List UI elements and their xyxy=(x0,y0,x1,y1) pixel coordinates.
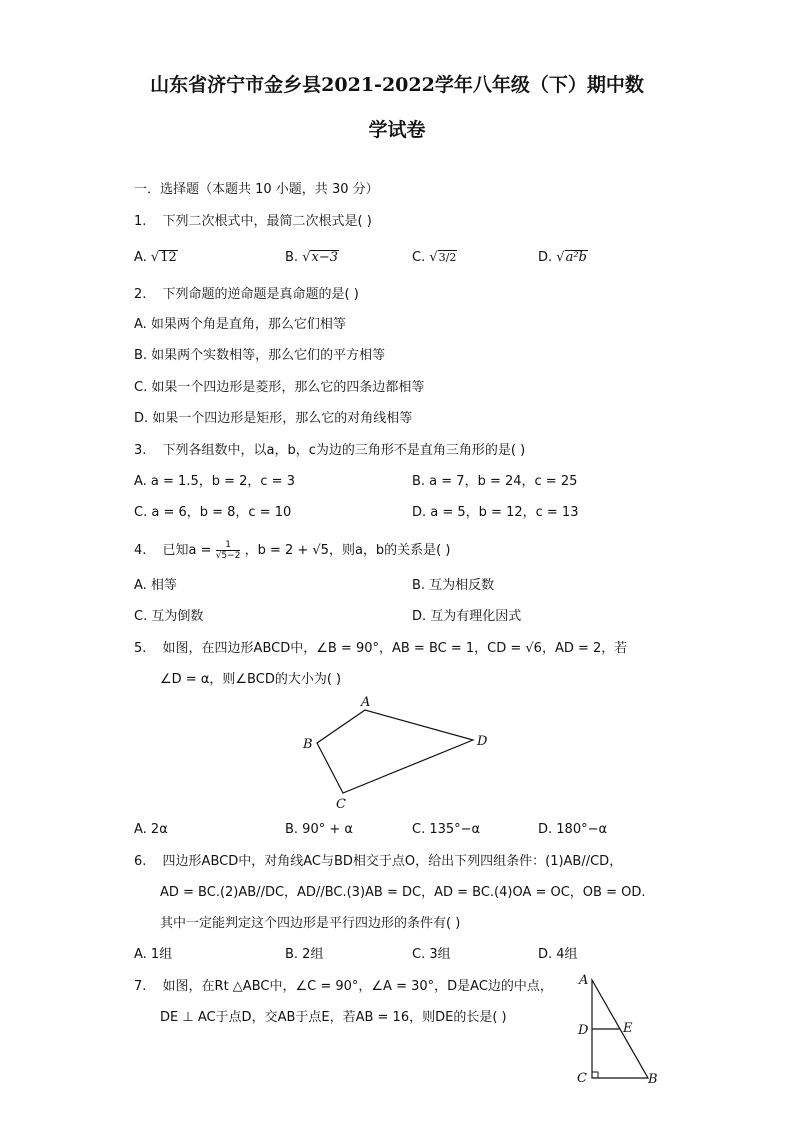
radicand: 12 xyxy=(160,250,177,265)
q1-option-b: B. √x−3 xyxy=(285,250,338,265)
question-number: 2. xyxy=(134,287,147,302)
question-number: 3. xyxy=(134,443,147,458)
q1-option-d: D. √a²b xyxy=(538,250,587,265)
fraction-denominator: √5−2 xyxy=(215,551,241,561)
q2-option-a: A. 如果两个角是直角，那么它们相等 xyxy=(134,317,346,332)
question-7 xyxy=(134,977,553,997)
question-stem: 下列命题的逆命题是真命题的是( ) xyxy=(162,287,359,302)
q6-option-a: A. 1组 xyxy=(134,947,173,962)
q1-option-a: A. √12 xyxy=(134,250,177,265)
vertex-label-d: D xyxy=(578,1023,589,1038)
question-1 xyxy=(134,212,372,232)
q2-option-b: B. 如果两个实数相等，那么它们的平方相等 xyxy=(134,348,386,363)
q2-option-c: C. 如果一个四边形是菱形，那么它的四条边都相等 xyxy=(134,380,425,395)
question-stem: 下列各组数中，以a，b，c为边的三角形不是直角三角形的是( ) xyxy=(162,443,526,458)
question-stem: 四边形ABCD中，对角线AC与BD相交于点O，给出下列四组条件：(1)AB//CD， xyxy=(162,854,623,869)
question-number: 6. xyxy=(134,854,147,869)
radicand: a²b xyxy=(565,250,587,265)
question-stem-continued: 其中一定能判定这个四边形是平行四边形的条件有( ) xyxy=(160,916,461,931)
question-stem: 如图，在Rt △ABC中，∠C = 90°，∠A = 30°，D是AC边的中点， xyxy=(162,979,553,994)
fraction-numerator: 1 xyxy=(216,540,241,551)
q5-option-b: B. 90° + α xyxy=(285,822,353,837)
q3-option-c: C. a = 6，b = 8，c = 10 xyxy=(134,505,292,520)
question-number: 7. xyxy=(134,979,147,994)
q5-option-d: D. 180°−α xyxy=(538,822,608,837)
quadrilateral-figure xyxy=(295,690,505,815)
question-number: 4. xyxy=(134,543,147,558)
q6-option-d: D. 4组 xyxy=(538,947,578,962)
question-stem: 下列二次根式中，最简二次根式是( ) xyxy=(162,214,372,229)
vertex-label-e: E xyxy=(623,1021,633,1036)
q4-option-d: D. 互为有理化因式 xyxy=(412,609,522,624)
question-3 xyxy=(134,441,525,461)
q3-option-d: D. a = 5，b = 12，c = 13 xyxy=(412,505,579,520)
right-angle-mark xyxy=(592,1072,598,1078)
vertex-label-c: C xyxy=(577,1071,587,1086)
question-number: 5. xyxy=(134,641,147,656)
question-stem-continued: ∠D = α，则∠BCD的大小为( ) xyxy=(160,672,342,687)
radicand: 3/2 xyxy=(438,251,457,264)
section-heading: 一．选择题（本题共 10 小题，共 30 分） xyxy=(134,182,379,197)
question-4: 4. 已知a = $\frac{1}{√5-2}$ ，b = 2 + √5，则a，b的关系是( ) xyxy=(134,540,451,561)
question-stem: 如图，在四边形ABCD中，∠B = 90°，AB = BC = 1，CD = √6，AD = 2，若 xyxy=(162,641,628,656)
q3-option-a: A. a = 1.5，b = 2，c = 3 xyxy=(134,474,295,489)
q2-option-d: D. 如果一个四边形是矩形，那么它的对角线相等 xyxy=(134,411,413,426)
exam-title-line1: 山东省济宁市金乡县2021-2022学年八年级（下）期中数 xyxy=(150,74,644,96)
q6-option-c: C. 3组 xyxy=(412,947,451,962)
vertex-label-b: B xyxy=(303,737,313,752)
fraction xyxy=(216,540,241,561)
question-stem-continued: DE ⊥ AC于点D，交AB于点E，若AB = 16，则DE的长是( ) xyxy=(160,1010,507,1025)
vertex-label-a: A xyxy=(579,973,589,988)
question-number: 1. xyxy=(134,214,147,229)
vertex-label-b: B xyxy=(648,1072,658,1087)
q1-option-c: C. √3/2 xyxy=(412,250,457,265)
q4-option-a: A. 相等 xyxy=(134,578,177,593)
q4-option-b: B. 互为相反数 xyxy=(412,578,495,593)
vertex-label-d: D xyxy=(477,734,488,749)
q4-option-c: C. 互为倒数 xyxy=(134,609,204,624)
q3-option-b: B. a = 7，b = 24，c = 25 xyxy=(412,474,578,489)
vertex-label-a: A xyxy=(361,695,371,710)
question-2 xyxy=(134,285,359,305)
right-triangle-figure xyxy=(570,968,670,1093)
radicand: x−3 xyxy=(311,250,338,265)
question-stem-continued: AD = BC.(2)AB//DC，AD//BC.(3)AB = DC，AD = BC.(4)OA = OC，OB = OD. xyxy=(160,885,646,900)
question-5 xyxy=(134,639,627,659)
q6-option-b: B. 2组 xyxy=(285,947,324,962)
quadrilateral-abcd xyxy=(317,710,473,793)
vertex-label-c: C xyxy=(336,797,346,812)
exam-title-line2: 学试卷 xyxy=(368,119,426,141)
q5-option-c: C. 135°−α xyxy=(412,822,481,837)
question-6 xyxy=(134,852,622,872)
q5-option-a: A. 2α xyxy=(134,822,168,837)
